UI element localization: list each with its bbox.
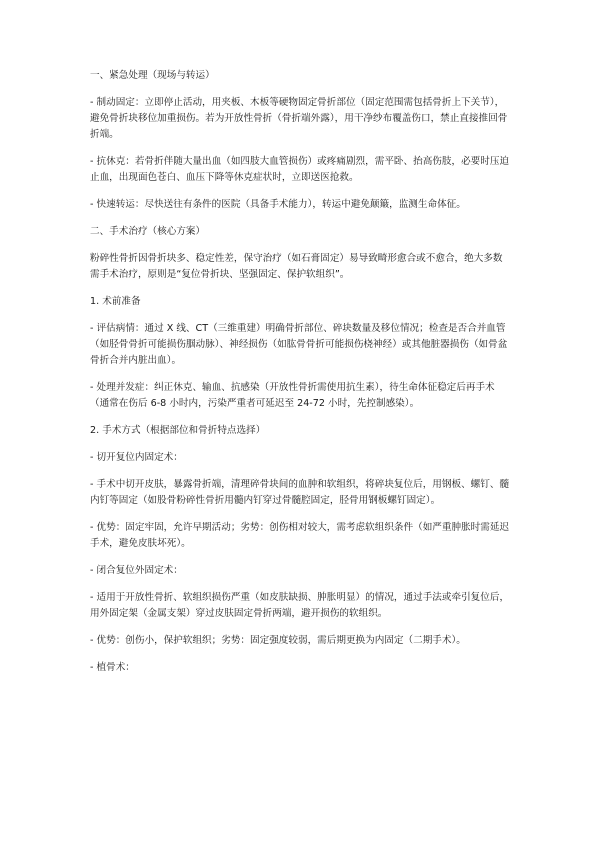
paragraph-anti-shock: - 抗休克：若骨折伴随大量出血（如四肢大血管损伤）或疼痛剧烈，需平卧、抬高伤肢，必要时压迫止血，出现面色苍白、血压下降等休克症状时，立即送医抢救。 <box>90 156 510 183</box>
document-body <box>90 68 510 687</box>
item-bone-graft: - 植骨术： <box>90 662 135 673</box>
subheading-preop: 1. 术前准备 <box>90 296 141 307</box>
paragraph-orif-pros-cons: - 优势：固定牢固，允许早期活动；劣势：创伤相对较大，需考虑软组织条件（如严重肿胀时需延迟手术，避免皮肤坏死）。 <box>90 522 510 549</box>
paragraph-external-fixation-indication: - 适用于开放性骨折、软组织损伤严重（如皮肤缺损、肿胀明显）的情况，通过手法或牵引复位后，用外固定架（金属支架）穿过皮肤固定骨折两端，避开损伤的软组织。 <box>90 592 510 619</box>
item-external-fixation: - 闭合复位外固定术： <box>90 565 183 576</box>
paragraph-assessment: - 评估病情：通过 X 线、CT（三维重建）明确骨折部位、碎块数量及移位情况；检查是否合并血管（如胫骨骨折可能损伤腘动脉）、神经损伤（如肱骨骨折可能损伤桡神经）或其他脏器损伤（如骨盆骨折合并内脏出血）。 <box>90 323 508 366</box>
paragraph-orif-procedure: - 手术中切开皮肤，暴露骨折端，清理碎骨块间的血肿和软组织，将碎块复位后，用钢板、螺钉、髓内钉等固定（如股骨粉碎性骨折用髓内钉穿过骨髓腔固定，胫骨用钢板螺钉固定）。 <box>90 479 510 506</box>
section-heading-emergency: 一、紧急处理（现场与转运） <box>90 70 215 81</box>
paragraph-surgery-principle: 粉碎性骨折因骨折块多、稳定性差，保守治疗（如石膏固定）易导致畸形愈合或不愈合，绝大多数需手术治疗，原则是“复位骨折块、坚强固定、保护软组织”。 <box>90 253 503 280</box>
paragraph-transport: - 快速转运：尽快送往有条件的医院（具备手术能力），转运中避免颠簸，监测生命体征。 <box>90 199 466 210</box>
paragraph-external-fixation-pros-cons: - 优势：创伤小，保护软组织；劣势：固定强度较弱，需后期更换为内固定（二期手术）。 <box>90 635 466 646</box>
subheading-surgical-methods: 2. 手术方式（根据部位和骨折特点选择） <box>90 425 266 436</box>
section-heading-surgery: 二、手术治疗（核心方案） <box>90 226 206 237</box>
paragraph-complications: - 处理并发症：纠正休克、输血、抗感染（开放性骨折需使用抗生素），待生命体征稳定后再手术（通常在伤后 6-8 小时内，污染严重者可延迟至 24-72 小时，先控制感染）。 <box>90 382 495 409</box>
paragraph-immobilization: - 制动固定：立即停止活动，用夹板、木板等硬物固定骨折部位（固定范围需包括骨折上下关节），避免骨折块移位加重损伤。若为开放性骨折（骨折端外露），用干净纱布覆盖伤口，禁止直接推回骨折端。 <box>90 97 508 140</box>
item-orif: - 切开复位内固定术： <box>90 452 183 463</box>
